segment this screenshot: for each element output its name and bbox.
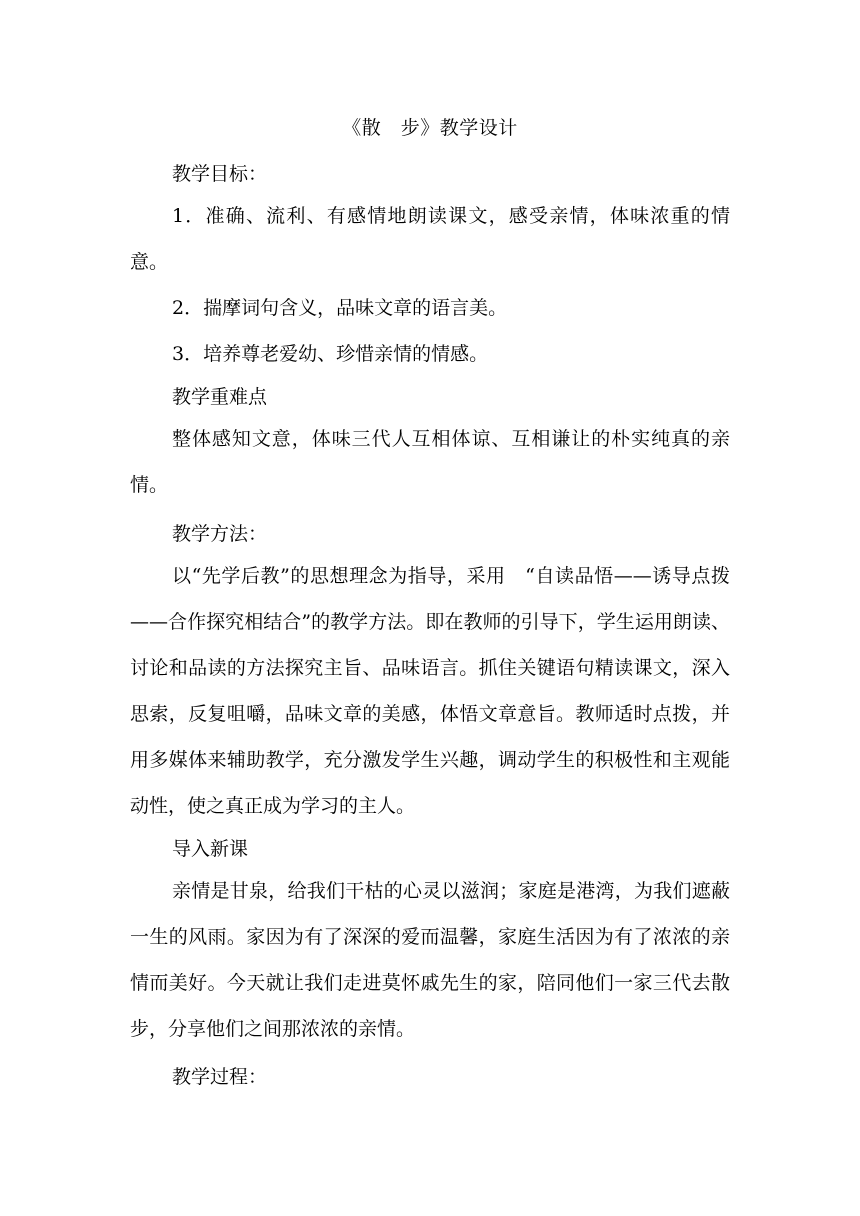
teaching-methods-heading: 教学方法： [172,523,268,545]
teaching-goal-1: 1．准确、流利、有感情地朗读课文，感受亲情，体味浓重的情意。 [130,205,730,273]
teaching-goal-2: 2．揣摩词句含义，品味文章的语言美。 [172,297,508,319]
introduction-heading: 导入新课 [172,838,249,860]
teaching-methods-text: 以“先学后教”的思想理念为指导，采用 “自读品悟——诱导点拨——合作探究相结合”的教学方法。即在教师的引导下，学生运用朗读、讨论和品读的方法探究主旨、品味语言。抓住关键语句精读课文，深入思索，反复咀嚼，品味文章的美感，体悟文章意旨。教师适时点拨，并用多媒体来辅助教学，充分激发学生兴趣，调动学生的积极性和主观能动性，使之真正成为学习的主人。 [130,565,730,817]
introduction-text: 亲情是甘泉，给我们干枯的心灵以滋润；家庭是港湾，为我们遮蔽一生的风雨。家因为有了深深的爱而温馨，家庭生活因为有了浓浓的亲情而美好。今天就让我们走进莫怀戚先生的家，陪同他们一家三代去散步，分享他们之间那浓浓的亲情。 [130,880,730,1040]
teaching-goal-3: 3．培养尊老爱幼、珍惜亲情的情感。 [172,343,489,365]
key-points-heading: 教学重难点 [172,386,268,408]
teaching-process-heading: 教学过程： [172,1066,268,1088]
teaching-goals-heading: 教学目标： [172,163,268,185]
document-title: 《散 步》教学设计 [342,117,518,139]
key-points-text: 整体感知文意，体味三代人互相体谅、互相谦让的朴实纯真的亲情。 [130,428,730,496]
